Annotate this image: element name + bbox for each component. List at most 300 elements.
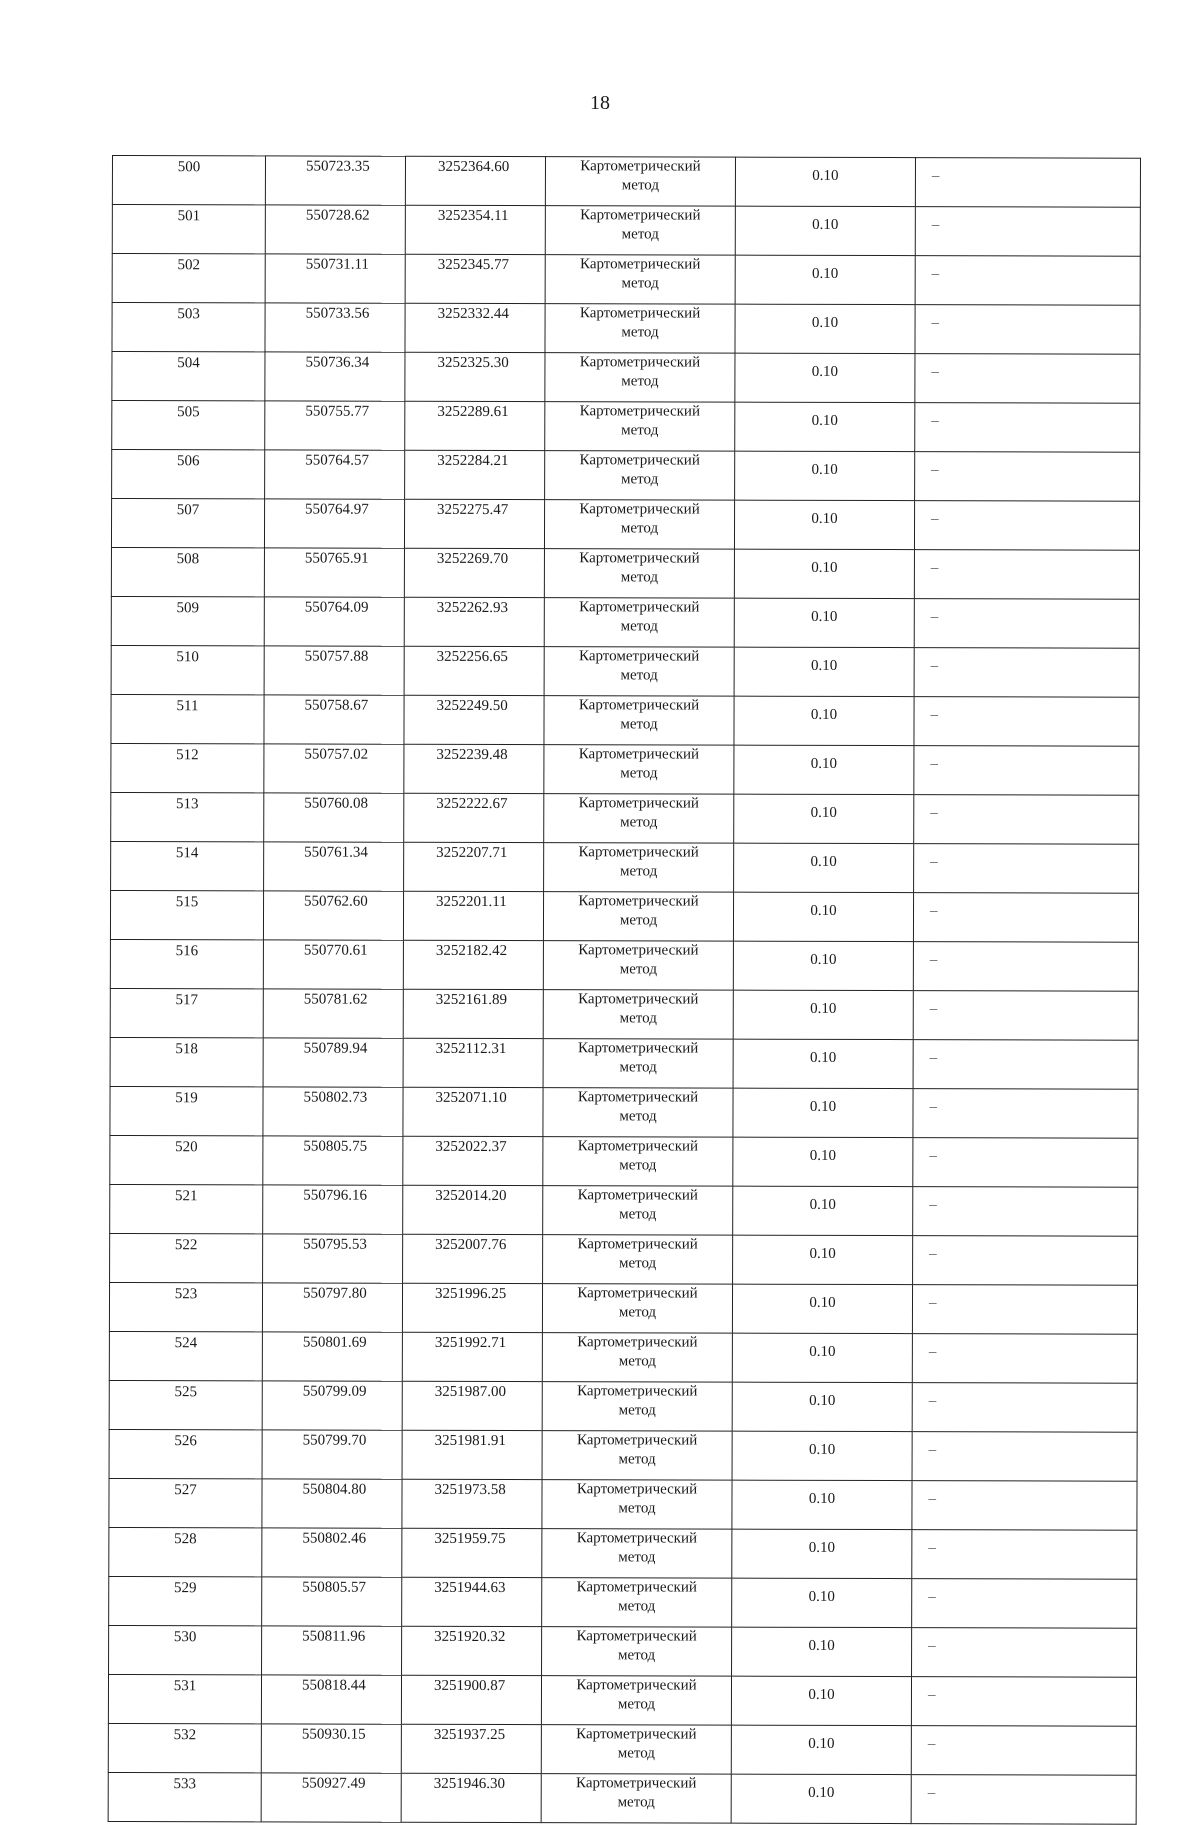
accuracy-cell: 0.10: [733, 1186, 913, 1235]
y-coordinate-cell: 3252207.71: [404, 842, 544, 891]
note-cell: –: [915, 452, 1140, 502]
method-cell: [542, 1382, 732, 1431]
point-number-cell: 512: [111, 743, 264, 792]
note-cell: –: [914, 599, 1139, 649]
method-line-2: метод: [619, 1108, 657, 1125]
method-cell: [544, 794, 734, 843]
method-line-2: метод: [619, 1059, 657, 1076]
table-row: [108, 1772, 1136, 1824]
y-coordinate-cell: 3252222.67: [404, 793, 544, 842]
method-line-1: Картометрический: [576, 1628, 697, 1645]
point-number-cell: 530: [109, 1625, 262, 1674]
note-cell: –: [913, 942, 1138, 992]
coordinate-table: [108, 155, 1141, 1825]
y-coordinate-cell: 3251987.00: [402, 1381, 542, 1430]
table-row: [108, 1674, 1136, 1726]
y-coordinate-cell: 3251959.75: [402, 1528, 542, 1577]
method-cell: [543, 1235, 733, 1284]
point-number-cell: 516: [110, 939, 263, 988]
method-line-2: метод: [621, 471, 659, 488]
method-line-2: метод: [620, 569, 659, 586]
y-coordinate-cell: 3252262.93: [404, 597, 544, 646]
y-coordinate-cell: 3252354.11: [405, 205, 545, 254]
point-number-cell: 500: [112, 156, 265, 205]
note-cell: –: [914, 550, 1139, 600]
method-line-2: метод: [617, 1696, 656, 1713]
accuracy-cell: 0.10: [735, 255, 915, 304]
point-number-cell: 527: [109, 1478, 262, 1527]
note-cell: –: [911, 1726, 1136, 1776]
x-coordinate-cell: 550802.46: [262, 1528, 402, 1577]
method-line-2: метод: [620, 765, 658, 782]
point-number-cell: 507: [111, 499, 264, 548]
y-coordinate-cell: 3252014.20: [403, 1185, 543, 1234]
point-number-cell: 518: [110, 1037, 263, 1086]
table-row: [110, 1086, 1138, 1138]
method-cell: [544, 745, 734, 794]
point-number-cell: 533: [108, 1772, 261, 1821]
table-row: [110, 1135, 1138, 1187]
method-line-2: метод: [618, 1549, 656, 1566]
accuracy-cell: 0.10: [731, 1725, 911, 1774]
x-coordinate-cell: 550797.80: [262, 1283, 402, 1332]
table-row: [109, 1380, 1137, 1432]
table-row: [111, 547, 1139, 599]
method-cell: [544, 647, 734, 696]
note-cell: –: [915, 207, 1140, 257]
table-row: [111, 841, 1139, 893]
method-cell: [543, 1186, 733, 1235]
x-coordinate-cell: 550765.91: [264, 548, 404, 597]
x-coordinate-cell: 550755.77: [265, 401, 405, 450]
y-coordinate-cell: 3251996.25: [402, 1283, 542, 1332]
x-coordinate-cell: 550799.70: [262, 1430, 402, 1479]
method-line-1: Картометрический: [577, 1089, 699, 1106]
method-line-1: Картометрический: [579, 305, 701, 322]
method-cell: [544, 843, 734, 892]
x-coordinate-cell: 550728.62: [265, 205, 405, 254]
method-line-1: Картометрический: [578, 795, 699, 812]
method-line-1: Картометрический: [578, 942, 699, 959]
x-coordinate-cell: 550757.88: [264, 646, 404, 695]
y-coordinate-cell: 3252325.30: [405, 352, 545, 401]
point-number-cell: 522: [110, 1233, 263, 1282]
accuracy-cell: 0.10: [732, 1480, 912, 1529]
point-number-cell: 501: [112, 205, 265, 254]
point-number-cell: 529: [109, 1576, 262, 1625]
method-line-2: метод: [621, 422, 659, 439]
x-coordinate-cell: 550731.11: [265, 254, 405, 303]
table-row: [110, 1233, 1138, 1285]
method-cell: [545, 304, 735, 353]
coordinate-table-container: [108, 155, 1140, 1825]
x-coordinate-cell: 550805.75: [263, 1136, 403, 1185]
method-line-2: метод: [618, 1304, 657, 1321]
table-row: [109, 1478, 1137, 1530]
method-line-1: Картометрический: [577, 1187, 698, 1204]
method-line-1: Картометрический: [577, 1383, 698, 1400]
method-line-1: Картометрический: [580, 256, 701, 273]
x-coordinate-cell: 550760.08: [264, 793, 404, 842]
accuracy-cell: 0.10: [733, 1235, 913, 1284]
table-row: [109, 1331, 1137, 1383]
note-cell: –: [914, 844, 1139, 894]
method-line-1: Картометрический: [578, 991, 699, 1008]
x-coordinate-cell: 550764.09: [264, 597, 404, 646]
method-cell: [542, 1627, 732, 1676]
x-coordinate-cell: 550930.15: [261, 1724, 401, 1773]
x-coordinate-cell: 550805.57: [262, 1577, 402, 1626]
table-row: [109, 1282, 1137, 1334]
method-line-2: метод: [620, 716, 658, 733]
table-row: [109, 1576, 1137, 1628]
table-row: [111, 743, 1139, 795]
method-line-2: метод: [619, 1157, 657, 1174]
method-line-1: Картометрический: [578, 893, 699, 910]
table-row: [108, 1723, 1136, 1775]
note-cell: –: [914, 648, 1139, 698]
point-number-cell: 514: [111, 841, 264, 890]
table-row: [112, 205, 1140, 257]
x-coordinate-cell: 550764.57: [265, 450, 405, 499]
method-cell: [543, 1137, 733, 1186]
note-cell: –: [913, 991, 1138, 1041]
accuracy-cell: 0.10: [734, 745, 914, 794]
method-line-1: Картометрический: [579, 550, 700, 567]
point-number-cell: 523: [109, 1282, 262, 1331]
method-cell: [545, 353, 735, 402]
y-coordinate-cell: 3252007.76: [403, 1234, 543, 1283]
y-coordinate-cell: 3252239.48: [404, 744, 544, 793]
accuracy-cell: 0.10: [733, 1039, 913, 1088]
y-coordinate-cell: 3251920.32: [402, 1626, 542, 1675]
y-coordinate-cell: 3252022.37: [403, 1136, 543, 1185]
x-coordinate-cell: 550811.96: [262, 1626, 402, 1675]
y-coordinate-cell: 3252201.11: [403, 891, 543, 940]
point-number-cell: 505: [112, 401, 265, 450]
table-row: [112, 401, 1140, 453]
method-line-2: метод: [618, 1451, 656, 1468]
point-number-cell: 525: [109, 1380, 262, 1429]
method-line-2: метод: [619, 961, 657, 978]
method-line-2: метод: [621, 226, 659, 243]
accuracy-cell: 0.10: [735, 451, 915, 500]
note-cell: –: [913, 1138, 1138, 1188]
accuracy-cell: 0.10: [732, 1431, 912, 1480]
note-cell: –: [913, 1236, 1138, 1286]
note-cell: –: [914, 501, 1139, 551]
method-cell: [542, 1480, 732, 1529]
y-coordinate-cell: 3251981.91: [402, 1430, 542, 1479]
accuracy-cell: 0.10: [734, 549, 914, 598]
method-line-2: метод: [619, 1206, 657, 1223]
page-number: 18: [590, 92, 610, 114]
method-cell: [545, 157, 735, 206]
method-line-1: Картометрический: [576, 1677, 697, 1694]
method-line-2: метод: [618, 1598, 656, 1615]
x-coordinate-cell: 550796.16: [263, 1185, 403, 1234]
note-cell: –: [914, 795, 1139, 845]
note-cell: –: [912, 1481, 1137, 1531]
accuracy-cell: 0.10: [733, 941, 913, 990]
x-coordinate-cell: 550801.69: [262, 1332, 402, 1381]
note-cell: –: [912, 1334, 1137, 1384]
method-line-1: Картометрический: [578, 648, 700, 665]
table-row: [112, 303, 1140, 355]
accuracy-cell: 0.10: [735, 157, 915, 206]
x-coordinate-cell: 550758.67: [264, 695, 404, 744]
note-cell: –: [915, 403, 1140, 453]
method-line-1: Картометрический: [576, 1432, 698, 1449]
x-coordinate-cell: 550789.94: [263, 1038, 403, 1087]
method-cell: [545, 451, 735, 500]
method-line-2: метод: [621, 275, 659, 292]
accuracy-cell: 0.10: [734, 647, 914, 696]
method-line-2: метод: [618, 1500, 656, 1517]
x-coordinate-cell: 550757.02: [264, 744, 404, 793]
method-line-1: Картометрический: [579, 403, 701, 420]
method-line-2: метод: [620, 618, 658, 635]
y-coordinate-cell: 3251946.30: [401, 1773, 541, 1822]
y-coordinate-cell: 3252284.21: [405, 450, 545, 499]
note-cell: –: [912, 1579, 1137, 1629]
method-line-1: Картометрический: [579, 599, 700, 616]
note-cell: –: [913, 893, 1138, 943]
point-number-cell: 526: [109, 1429, 262, 1478]
method-cell: [545, 255, 735, 304]
accuracy-cell: 0.10: [731, 1774, 911, 1823]
method-line-2: метод: [619, 863, 658, 880]
note-cell: –: [915, 256, 1140, 306]
point-number-cell: 532: [108, 1723, 261, 1772]
point-number-cell: 531: [108, 1674, 261, 1723]
method-cell: [541, 1774, 731, 1823]
accuracy-cell: 0.10: [734, 500, 914, 549]
method-cell: [544, 598, 734, 647]
y-coordinate-cell: 3252269.70: [404, 548, 544, 597]
y-coordinate-cell: 3251937.25: [401, 1724, 541, 1773]
y-coordinate-cell: 3252182.42: [403, 940, 543, 989]
method-cell: [545, 206, 735, 255]
y-coordinate-cell: 3252275.47: [404, 499, 544, 548]
y-coordinate-cell: 3251992.71: [402, 1332, 542, 1381]
note-cell: –: [911, 1677, 1136, 1727]
method-line-1: Картометрический: [579, 354, 701, 371]
accuracy-cell: 0.10: [732, 1382, 912, 1431]
table-row: [112, 156, 1140, 208]
table-row: [109, 1625, 1137, 1677]
y-coordinate-cell: 3252249.50: [404, 695, 544, 744]
x-coordinate-cell: 550733.56: [265, 303, 405, 352]
accuracy-cell: 0.10: [734, 794, 914, 843]
method-line-1: Картометрический: [577, 1334, 698, 1351]
table-row: [112, 450, 1140, 502]
note-cell: –: [915, 305, 1140, 355]
method-line-2: метод: [620, 520, 659, 537]
note-cell: –: [913, 1187, 1138, 1237]
accuracy-cell: 0.10: [732, 1333, 912, 1382]
x-coordinate-cell: 550795.53: [263, 1234, 403, 1283]
method-line-1: Картометрический: [578, 697, 700, 714]
method-line-1: Картометрический: [576, 1726, 697, 1743]
y-coordinate-cell: 3252364.60: [405, 156, 545, 205]
method-line-2: метод: [618, 1402, 656, 1419]
method-line-2: метод: [621, 373, 659, 390]
note-cell: –: [915, 158, 1140, 208]
method-line-2: метод: [617, 1745, 655, 1762]
accuracy-cell: 0.10: [735, 304, 915, 353]
method-line-2: метод: [619, 912, 658, 929]
accuracy-cell: 0.10: [733, 1088, 913, 1137]
point-number-cell: 513: [111, 792, 264, 841]
y-coordinate-cell: 3251900.87: [401, 1675, 541, 1724]
y-coordinate-cell: 3252256.65: [404, 646, 544, 695]
note-cell: –: [912, 1285, 1137, 1335]
method-cell: [541, 1725, 731, 1774]
method-cell: [544, 549, 734, 598]
method-line-2: метод: [620, 667, 658, 684]
y-coordinate-cell: 3251973.58: [402, 1479, 542, 1528]
method-line-2: метод: [621, 177, 660, 194]
method-line-1: Картометрический: [578, 844, 699, 861]
method-line-1: Картометрический: [576, 1775, 697, 1792]
method-cell: [544, 500, 734, 549]
x-coordinate-cell: 550804.80: [262, 1479, 402, 1528]
method-line-2: метод: [618, 1255, 657, 1272]
note-cell: –: [912, 1432, 1137, 1482]
table-row: [110, 1037, 1138, 1089]
accuracy-cell: 0.10: [732, 1627, 912, 1676]
table-row: [109, 1527, 1137, 1579]
x-coordinate-cell: 550818.44: [261, 1675, 401, 1724]
method-line-2: метод: [617, 1647, 656, 1664]
point-number-cell: 517: [110, 988, 263, 1037]
accuracy-cell: 0.10: [734, 843, 914, 892]
table-row: [111, 645, 1139, 697]
table-row: [111, 694, 1139, 746]
note-cell: –: [913, 1089, 1138, 1139]
accuracy-cell: 0.10: [731, 1676, 911, 1725]
table-row: [111, 499, 1139, 551]
y-coordinate-cell: 3252289.61: [405, 401, 545, 450]
method-line-1: Картометрический: [576, 1481, 698, 1498]
method-cell: [542, 1431, 732, 1480]
method-cell: [543, 990, 733, 1039]
method-cell: [542, 1529, 732, 1578]
note-cell: –: [914, 697, 1139, 747]
method-line-1: Картометрический: [580, 158, 701, 175]
x-coordinate-cell: 550764.97: [264, 499, 404, 548]
method-line-1: Картометрический: [576, 1579, 697, 1596]
table-row: [112, 254, 1140, 306]
x-coordinate-cell: 550770.61: [263, 940, 403, 989]
accuracy-cell: 0.10: [735, 353, 915, 402]
y-coordinate-cell: 3251944.63: [402, 1577, 542, 1626]
note-cell: –: [913, 1040, 1138, 1090]
method-line-1: Картометрический: [579, 501, 700, 518]
method-line-1: Картометрический: [578, 746, 700, 763]
method-cell: [542, 1333, 732, 1382]
method-line-1: Картометрический: [577, 1138, 699, 1155]
x-coordinate-cell: 550761.34: [264, 842, 404, 891]
accuracy-cell: 0.10: [734, 696, 914, 745]
note-cell: –: [912, 1383, 1137, 1433]
method-line-2: метод: [621, 324, 659, 341]
point-number-cell: 528: [109, 1527, 262, 1576]
table-row: [110, 988, 1138, 1040]
accuracy-cell: 0.10: [735, 402, 915, 451]
note-cell: –: [914, 746, 1139, 796]
table-row: [111, 792, 1139, 844]
table-row: [110, 1184, 1138, 1236]
method-line-1: Картометрический: [577, 1236, 698, 1253]
method-line-2: метод: [618, 1353, 656, 1370]
point-number-cell: 515: [110, 890, 263, 939]
x-coordinate-cell: 550799.09: [262, 1381, 402, 1430]
method-cell: [541, 1676, 731, 1725]
method-line-1: Картометрический: [580, 207, 701, 224]
method-cell: [543, 1088, 733, 1137]
method-line-1: Картометрический: [576, 1530, 698, 1547]
method-line-1: Картометрический: [579, 452, 700, 469]
accuracy-cell: 0.10: [733, 1137, 913, 1186]
table-row: [109, 1429, 1137, 1481]
note-cell: –: [915, 354, 1140, 404]
note-cell: –: [912, 1530, 1137, 1580]
point-number-cell: 521: [110, 1184, 263, 1233]
y-coordinate-cell: 3252112.31: [403, 1038, 543, 1087]
method-line-2: метод: [620, 814, 658, 831]
method-cell: [543, 1039, 733, 1088]
point-number-cell: 506: [112, 450, 265, 499]
x-coordinate-cell: 550723.35: [265, 156, 405, 205]
table-row: [111, 596, 1139, 648]
note-cell: –: [912, 1628, 1137, 1678]
note-cell: –: [911, 1775, 1136, 1825]
accuracy-cell: 0.10: [732, 1529, 912, 1578]
accuracy-cell: 0.10: [733, 990, 913, 1039]
point-number-cell: 503: [112, 303, 265, 352]
method-cell: [545, 402, 735, 451]
table-body: [108, 156, 1140, 1825]
method-cell: [543, 941, 733, 990]
point-number-cell: 511: [111, 694, 264, 743]
point-number-cell: 508: [111, 547, 264, 596]
method-cell: [542, 1284, 732, 1333]
y-coordinate-cell: 3252071.10: [403, 1087, 543, 1136]
accuracy-cell: 0.10: [733, 892, 913, 941]
x-coordinate-cell: 550802.73: [263, 1087, 403, 1136]
point-number-cell: 504: [112, 352, 265, 401]
table-row: [110, 890, 1138, 942]
accuracy-cell: 0.10: [734, 598, 914, 647]
accuracy-cell: 0.10: [732, 1578, 912, 1627]
point-number-cell: 510: [111, 645, 264, 694]
x-coordinate-cell: 550781.62: [263, 989, 403, 1038]
x-coordinate-cell: 550762.60: [263, 891, 403, 940]
point-number-cell: 524: [109, 1331, 262, 1380]
y-coordinate-cell: 3252345.77: [405, 254, 545, 303]
method-line-2: метод: [619, 1010, 657, 1027]
method-line-1: Картометрический: [577, 1285, 698, 1302]
table-row: [110, 939, 1138, 991]
method-cell: [542, 1578, 732, 1627]
method-line-1: Картометрический: [577, 1040, 699, 1057]
table-row: [112, 352, 1140, 404]
point-number-cell: 520: [110, 1135, 263, 1184]
method-cell: [543, 892, 733, 941]
y-coordinate-cell: 3252332.44: [405, 303, 545, 352]
